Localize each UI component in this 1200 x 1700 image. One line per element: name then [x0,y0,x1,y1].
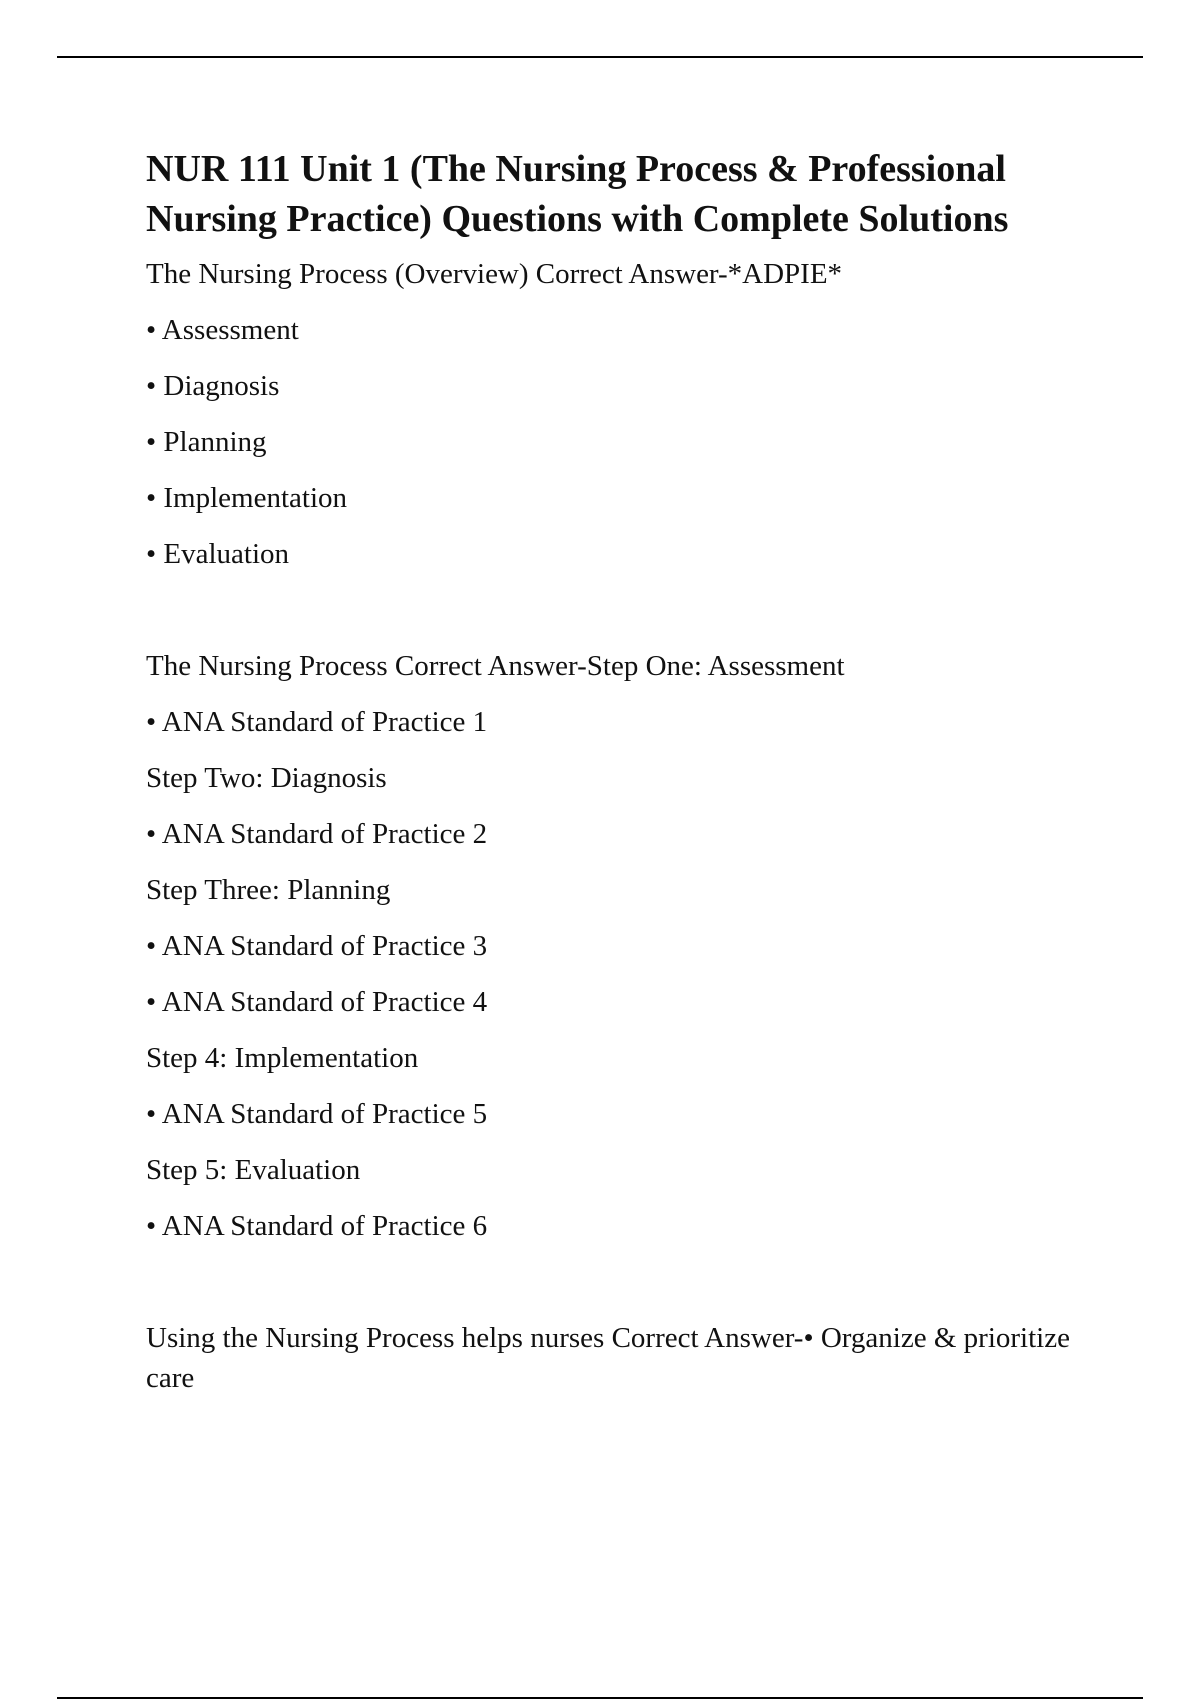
answer-bullet: • ANA Standard of Practice 5 [146,1098,488,1130]
answer-bullet: • Planning [146,426,267,458]
block-spacer [146,1262,1086,1318]
answer-bullet: • ANA Standard of Practice 1 [146,706,488,738]
qa-block-helps [146,1318,1086,1398]
step-line: Step Two: Diagnosis [146,762,387,794]
question-paragraph: Using the Nursing Process helps nurses Correct Answer-• Organize & prioritize care [146,1322,1070,1394]
header-rule [57,56,1143,58]
question-line: The Nursing Process Correct Answer-Step One: Assessment [146,650,845,682]
step-line: Step 5: Evaluation [146,1154,361,1186]
step-line: Step Three: Planning [146,874,391,906]
question-line: The Nursing Process (Overview) Correct Answer-*ADPIE* [146,258,843,290]
qa-block-steps [146,646,1086,1246]
answer-bullet: • Evaluation [146,538,290,570]
document-title: NUR 111 Unit 1 (The Nursing Process & Professional Nursing Practice) Questions with Complete Solutions [146,148,1009,240]
answer-bullet: • ANA Standard of Practice 2 [146,818,488,850]
block-spacer [146,590,1086,646]
answer-bullet: • ANA Standard of Practice 6 [146,1210,488,1242]
document-body [146,144,1086,1398]
answer-bullet: • ANA Standard of Practice 4 [146,986,488,1018]
answer-bullet: • Assessment [146,314,299,346]
answer-bullet: • Diagnosis [146,370,280,402]
qa-block-overview [146,254,1086,574]
footer-rule [57,1697,1143,1699]
answer-bullet: • Implementation [146,482,348,514]
answer-bullet: • ANA Standard of Practice 3 [146,930,488,962]
step-line: Step 4: Implementation [146,1042,419,1074]
